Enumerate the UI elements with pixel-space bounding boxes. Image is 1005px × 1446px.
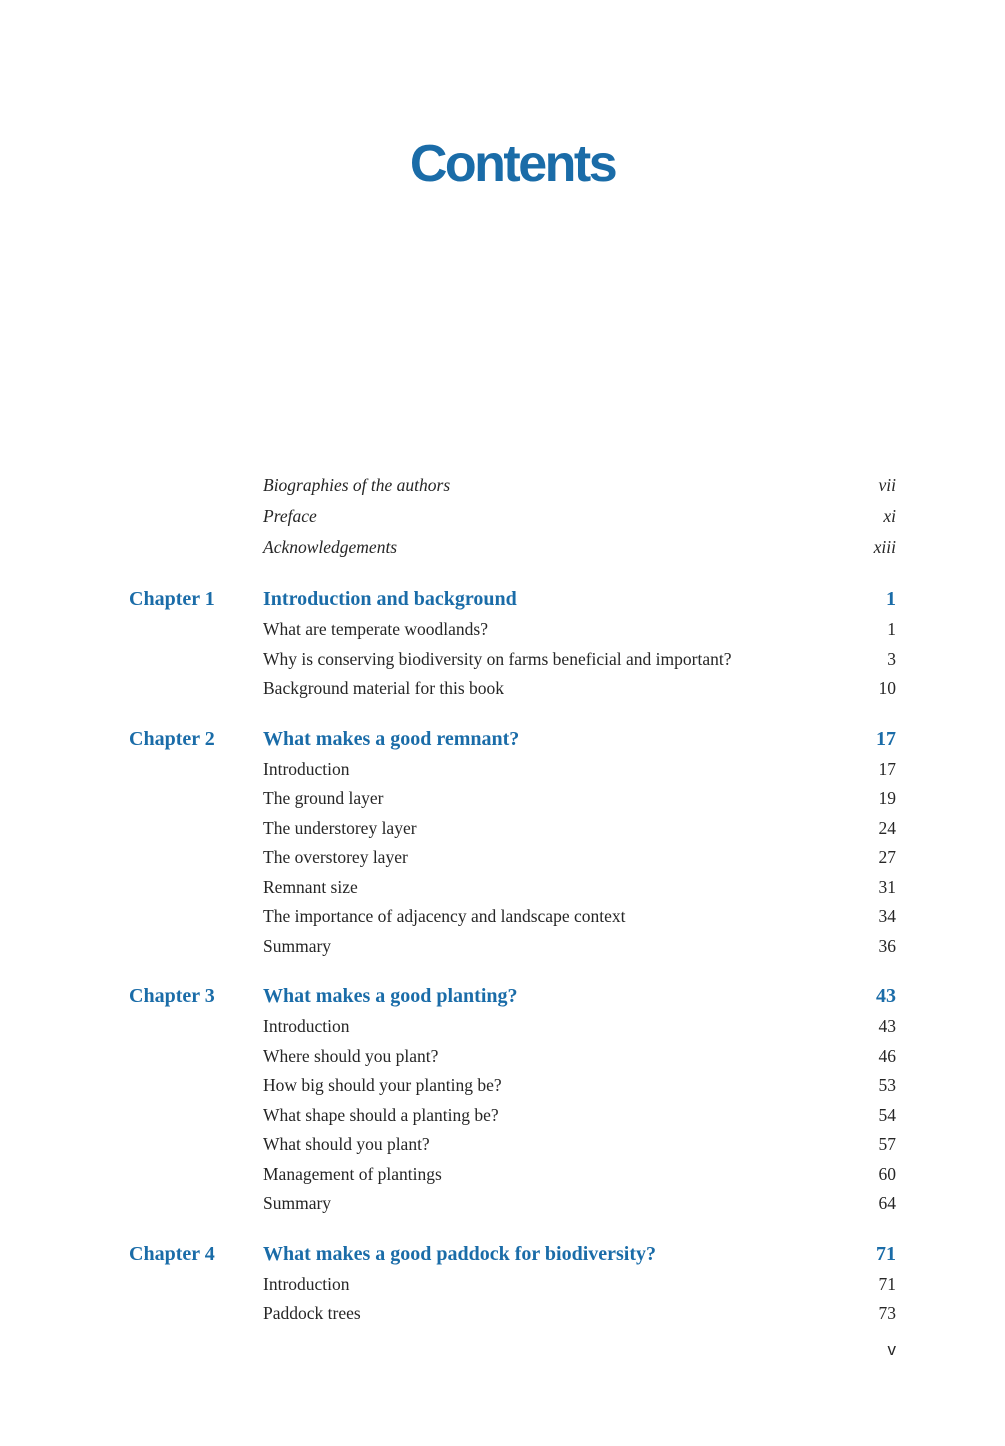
page-number: v bbox=[887, 1340, 896, 1359]
toc-entry-label: What should you plant? bbox=[263, 1134, 430, 1154]
toc-entry-label: Why is conserving biodiversity on farms beneficial and important? bbox=[263, 648, 732, 669]
toc-chapter-heading[interactable] bbox=[0, 1239, 1005, 1270]
toc-entry[interactable] bbox=[0, 674, 1005, 704]
toc-entry[interactable] bbox=[0, 1130, 1005, 1160]
toc-entry[interactable] bbox=[0, 873, 1005, 903]
toc-entry-label: Summary bbox=[263, 1193, 332, 1213]
toc-entry-page: 17 bbox=[878, 758, 896, 779]
toc-entry-page: 34 bbox=[878, 906, 896, 926]
toc-front-entry[interactable] bbox=[0, 501, 1005, 532]
toc-entry-page: 73 bbox=[878, 1303, 896, 1323]
toc-entry-page: 36 bbox=[878, 935, 896, 956]
toc-entry-page: 1 bbox=[887, 619, 896, 639]
toc-entry-label: The ground layer bbox=[263, 788, 384, 808]
chapter-page: 17 bbox=[876, 727, 896, 750]
toc-entry[interactable] bbox=[0, 843, 1005, 873]
toc-entry-label: Paddock trees bbox=[263, 1303, 361, 1323]
toc-entry[interactable] bbox=[0, 1042, 1005, 1072]
toc-entry-page: xi bbox=[883, 506, 896, 526]
toc-entry-label: What are temperate woodlands? bbox=[263, 619, 488, 639]
toc-entry-page: 27 bbox=[878, 847, 896, 867]
chapter-number: Chapter 3 bbox=[129, 985, 215, 1007]
toc-entry[interactable] bbox=[0, 1101, 1005, 1131]
toc-entry[interactable] bbox=[0, 814, 1005, 844]
toc-entry-label: Remnant size bbox=[263, 876, 358, 897]
chapter-page: 43 bbox=[876, 985, 896, 1007]
toc-entry[interactable] bbox=[0, 1012, 1005, 1042]
toc-entry-label: Where should you plant? bbox=[263, 1045, 439, 1066]
toc-entry-label: What shape should a planting be? bbox=[263, 1104, 499, 1125]
spacer bbox=[0, 563, 1005, 584]
chapter-page: 1 bbox=[886, 588, 896, 610]
toc-entry-label: The understorey layer bbox=[263, 817, 417, 838]
toc-entry[interactable] bbox=[0, 755, 1005, 785]
toc-entry-label: Preface bbox=[263, 506, 317, 526]
chapter-title: What makes a good remnant? bbox=[263, 727, 520, 750]
toc-entry-page: 64 bbox=[878, 1193, 896, 1213]
toc-entry-page: 19 bbox=[878, 788, 896, 808]
toc-entry[interactable] bbox=[0, 645, 1005, 675]
table-of-contents bbox=[0, 470, 1005, 1329]
toc-entry-label: Introduction bbox=[263, 1016, 350, 1036]
toc-entry-page: 31 bbox=[878, 876, 896, 897]
page-title: Contents bbox=[409, 135, 616, 193]
toc-entry[interactable] bbox=[0, 902, 1005, 932]
toc-entry-page: 60 bbox=[878, 1163, 896, 1184]
toc-entry-page: vii bbox=[878, 475, 896, 495]
toc-entry[interactable] bbox=[0, 1270, 1005, 1300]
spacer bbox=[0, 1219, 1005, 1239]
toc-entry-page: 43 bbox=[878, 1016, 896, 1036]
chapter-number: Chapter 4 bbox=[129, 1242, 215, 1265]
toc-entry-page: 3 bbox=[887, 648, 896, 669]
toc-entry-label: Background material for this book bbox=[263, 678, 505, 698]
toc-entry-label: Summary bbox=[263, 935, 332, 956]
toc-chapter-heading[interactable] bbox=[0, 981, 1005, 1012]
toc-entry-label: Biographies of the authors bbox=[263, 475, 451, 495]
toc-entry-page: 71 bbox=[878, 1273, 896, 1294]
chapter-title: What makes a good planting? bbox=[263, 985, 518, 1007]
toc-entry-label: Management of plantings bbox=[263, 1163, 442, 1184]
toc-entry[interactable] bbox=[0, 1160, 1005, 1190]
chapter-number: Chapter 2 bbox=[129, 727, 215, 750]
toc-chapter-heading[interactable] bbox=[0, 584, 1005, 615]
toc-entry-page: 46 bbox=[878, 1045, 896, 1066]
toc-entry[interactable] bbox=[0, 1189, 1005, 1219]
chapter-title: Introduction and background bbox=[263, 588, 517, 610]
toc-entry-label: How big should your planting be? bbox=[263, 1075, 502, 1095]
toc-chapter-heading[interactable] bbox=[0, 724, 1005, 755]
chapter-page: 71 bbox=[876, 1242, 896, 1265]
toc-entry[interactable] bbox=[0, 1299, 1005, 1329]
spacer bbox=[0, 704, 1005, 724]
chapter-number: Chapter 1 bbox=[129, 588, 215, 610]
toc-front-entry[interactable] bbox=[0, 470, 1005, 501]
toc-entry-page: 10 bbox=[878, 678, 896, 698]
toc-entry[interactable] bbox=[0, 784, 1005, 814]
spacer bbox=[0, 961, 1005, 981]
toc-entry-page: 57 bbox=[878, 1134, 896, 1154]
toc-entry-page: 53 bbox=[878, 1075, 896, 1095]
toc-entry[interactable] bbox=[0, 932, 1005, 962]
toc-entry-label: The importance of adjacency and landscape context bbox=[263, 906, 626, 926]
toc-entry[interactable] bbox=[0, 615, 1005, 645]
toc-entry-label: Introduction bbox=[263, 1273, 350, 1294]
toc-entry-page: xiii bbox=[873, 537, 896, 557]
toc-entry-label: The overstorey layer bbox=[263, 847, 408, 867]
toc-entry[interactable] bbox=[0, 1071, 1005, 1101]
toc-entry-page: 24 bbox=[878, 817, 896, 838]
chapter-title: What makes a good paddock for biodiversity? bbox=[263, 1242, 657, 1265]
toc-entry-page: 54 bbox=[878, 1104, 896, 1125]
toc-entry-label: Introduction bbox=[263, 758, 350, 779]
toc-entry-label: Acknowledgements bbox=[263, 537, 398, 557]
toc-front-entry[interactable] bbox=[0, 532, 1005, 563]
